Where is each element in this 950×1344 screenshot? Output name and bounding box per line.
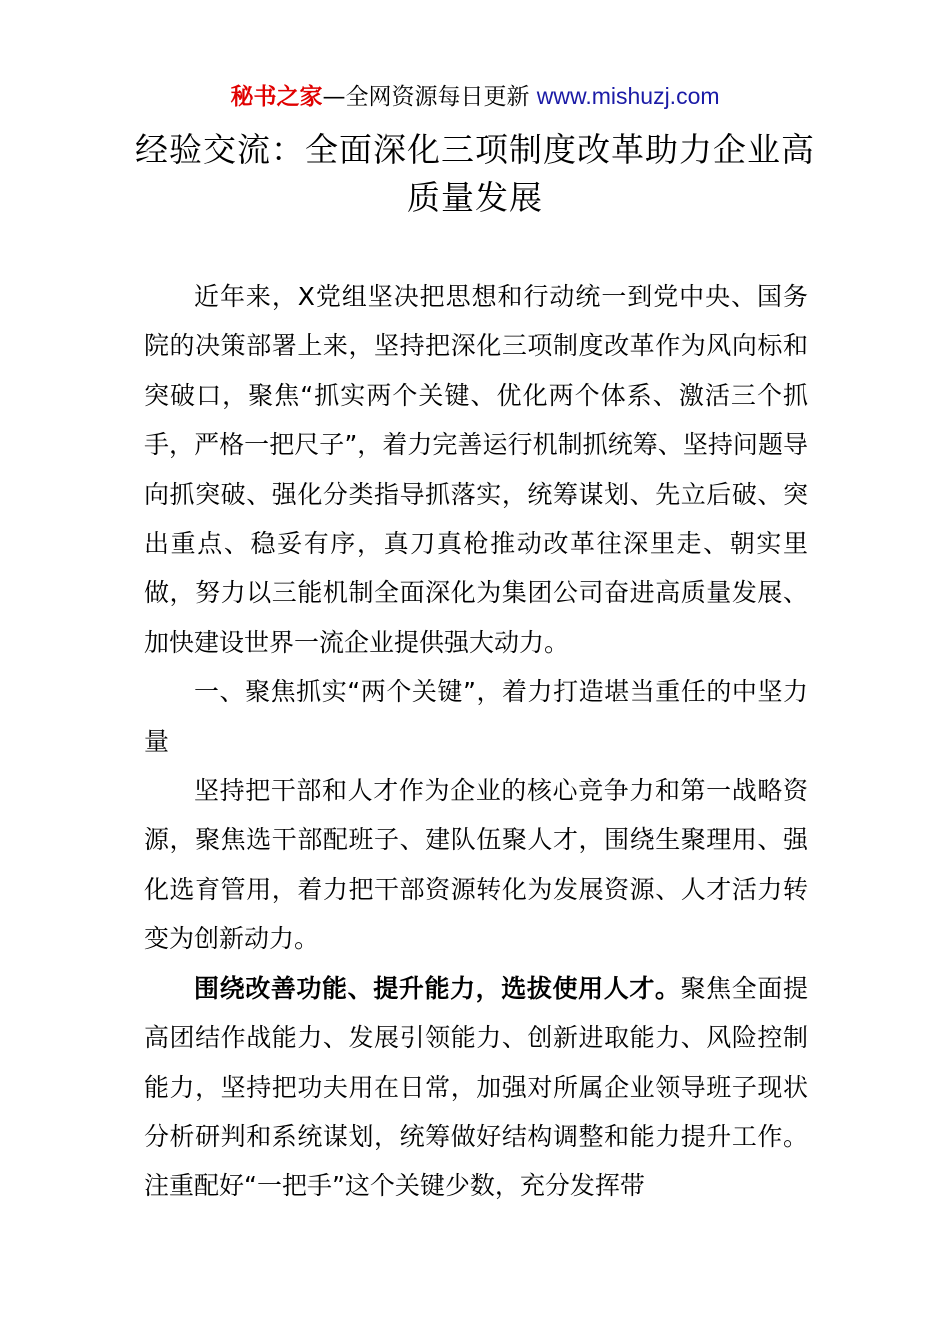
paragraph-talent-selection	[144, 964, 808, 1211]
paragraph-body-text: 聚焦全面提高团结作战能力、发展引领能力、创新进取能力、风险控制能力，坚持把功夫用在日常，加强对所属企业领导班子现状分析研判和系统谋划，统筹做好结构调整和能力提升工作。注重配好“一把手”这个关键少数，充分发挥带	[144, 973, 808, 1201]
paragraph-bold-lead: 围绕改善功能、提升能力，选拔使用人才。	[194, 973, 681, 1003]
site-header-banner	[0, 80, 950, 113]
header-tagline: —全网资源每日更新	[322, 84, 537, 110]
paragraph-intro: 近年来，X党组坚决把思想和行动统一到党中央、国务院的决策部署上来，坚持把深化三项制度改革作为风向标和突破口，聚焦“抓实两个关键、优化两个体系、激活三个抓手，严格一把尺子”，着力完善运行机制抓统筹、坚持问题导向抓突破、强化分类指导抓落实，统筹谋划、先立后破、突出重点、稳妥有序，真刀真枪推动改革往深里走、朝实里做，努力以三能机制全面深化为集团公司奋进高质量发展、加快建设世界一流企业提供强大动力。	[144, 282, 808, 657]
document-title: 经验交流：全面深化三项制度改革助力企业高质量发展	[135, 130, 815, 217]
section-heading-1: 一、聚焦抓实“两个关键”，着力打造堪当重任的中坚力量	[144, 677, 808, 756]
brand-name: 秘书之家	[230, 84, 323, 110]
paragraph-section-1: 坚持把干部和人才作为企业的核心竞争力和第一战略资源，聚焦选干部配班子、建队伍聚人才，围绕生聚理用、强化选育管用，着力把干部资源转化为发展资源、人才活力转变为创新动力。	[144, 776, 808, 954]
document-body	[144, 272, 808, 1211]
site-url-link[interactable]: www.mishuzj.com	[536, 83, 720, 109]
